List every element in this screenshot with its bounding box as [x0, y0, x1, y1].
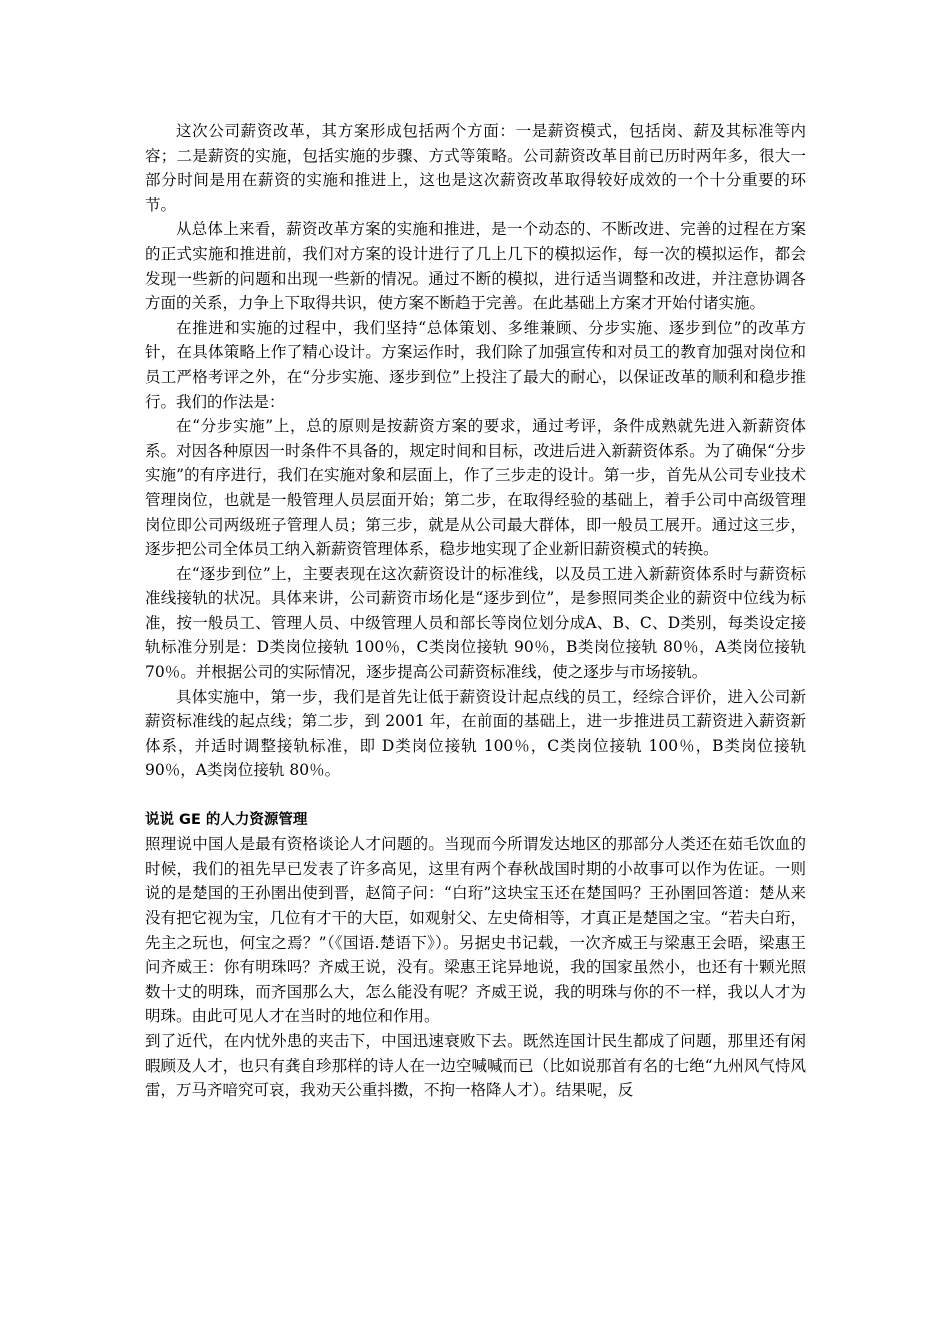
- paragraph: 这次公司薪资改革，其方案形成包括两个方面：一是薪资模式，包括岗、薪及其标准等内容；二是薪资的实施，包括实施的步骤、方式等策略。公司薪资改革目前已历时两年多，很大一部分时间是用在薪资的实施和推进上，这也是这次薪资改革取得较好成效的一个十分重要的环节。: [145, 122, 806, 214]
- paragraph: 在“逐步到位”上，主要表现在这次薪资设计的标准线，以及员工进入新薪资体系时与薪资标准线接轨的状况。具体来讲，公司薪资市场化是“逐步到位”，是参照同类企业的薪资中位线为标准，按一般员工、管理人员、中级管理人员和部长等岗位划分成A、B、C、D类别，每类设定接轨标准分别是：D类岗位接轨 100％，C类岗位接轨 90％，B类岗位接轨 80％，A类岗位接轨 70％。并根据公司的实际情况，逐步提高公司薪资标准线，使之逐步与市场接轨。: [145, 564, 806, 682]
- paragraph: 具体实施中，第一步，我们是首先让低于薪资设计起点线的员工，经综合评价，进入公司新薪资标准线的起点线；第二步，到 2001 年，在前面的基础上，进一步推进员工薪资进入薪资新体系，并适时调整接轨标准，即 D类岗位接轨 100％，C类岗位接轨 100％，B类岗位接轨 90％，A类岗位接轨 80％。: [145, 687, 806, 780]
- paragraph: 到了近代，在内忧外患的夹击下，中国迅速衰败下去。既然连国计民生都成了问题，那里还有闲暇顾及人才，也只有龚自珍那样的诗人在一边空喊喊而已（比如说那首有名的七绝“九州风气恃风雷，万马齐喑究可哀，我劝天公重抖擞，不拘一格降人才）。结果呢，反: [145, 1031, 806, 1100]
- section-heading: 说说 GE 的人力资源管理: [145, 811, 308, 828]
- document-page: [145, 119, 806, 1103]
- paragraph: 在推进和实施的过程中，我们坚持“总体策划、多维兼顾、分步实施、逐步到位”的改革方针，在具体策略上作了精心设计。方案运作时，我们除了加强宣传和对员工的教育加强对岗位和员工严格考评之外，在“分步实施、逐步到位”上投注了最大的耐心，以保证改革的顺利和稳步推行。我们的作法是：: [145, 318, 806, 411]
- blank-line: [145, 783, 806, 808]
- paragraph: 从总体上来看，薪资改革方案的实施和推进，是一个动态的、不断改进、完善的过程在方案的正式实施和推进前，我们对方案的设计进行了几上几下的模拟运作，每一次的模拟运作，都会发现一些新的问题和出现一些新的情况。通过不断的模拟，进行适当调整和改进，并注意协调各方面的关系，力争上下取得共识，使方案不断趋于完善。在此基础上方案才开始付诸实施。: [145, 220, 806, 313]
- paragraph: 照理说中国人是最有资格谈论人才问题的。当现而今所谓发达地区的那部分人类还在茹毛饮血的时候，我们的祖先早已发表了许多高见，这里有两个春秋战国时期的小故事可以作为佐证。一则说的是楚国的王孙圉出使到晋，赵简子问：“白珩”这块宝玉还在楚国吗？王孙圉回答道：楚从来没有把它视为宝，几位有才干的大臣，如观射父、左史倚相等，才真正是楚国之宝。“若夫白珩，先主之玩也，何宝之焉？”（《国语.楚语下》）。另据史书记载，一次齐威王与梁惠王会晤，梁惠王问齐威王：你有明珠吗？齐威王说，没有。梁惠王诧异地说，我的国家虽然小，也还有十颗光照数十丈的明珠，而齐国那么大，怎么能没有呢？齐威王说，我的明珠与你的不一样，我以人才为明珠。由此可见人才在当时的地位和作用。: [145, 835, 806, 1026]
- paragraph: 在“分步实施”上，总的原则是按薪资方案的要求，通过考评，条件成熟就先进入新薪资体系。对因各种原因一时条件不具备的，规定时间和目标，改进后进入新薪资体系。为了确保“分步实施”的有序进行，我们在实施对象和层面上，作了三步走的设计。第一步，首先从公司专业技术管理岗位，也就是一般管理人员层面开始；第二步，在取得经验的基础上，着手公司中高级管理岗位即公司两级班子管理人员；第三步，就是从公司最大群体，即一般员工展开。通过这三步，逐步把公司全体员工纳入新薪资管理体系，稳步地实现了企业新旧薪资模式的转换。: [145, 417, 806, 559]
